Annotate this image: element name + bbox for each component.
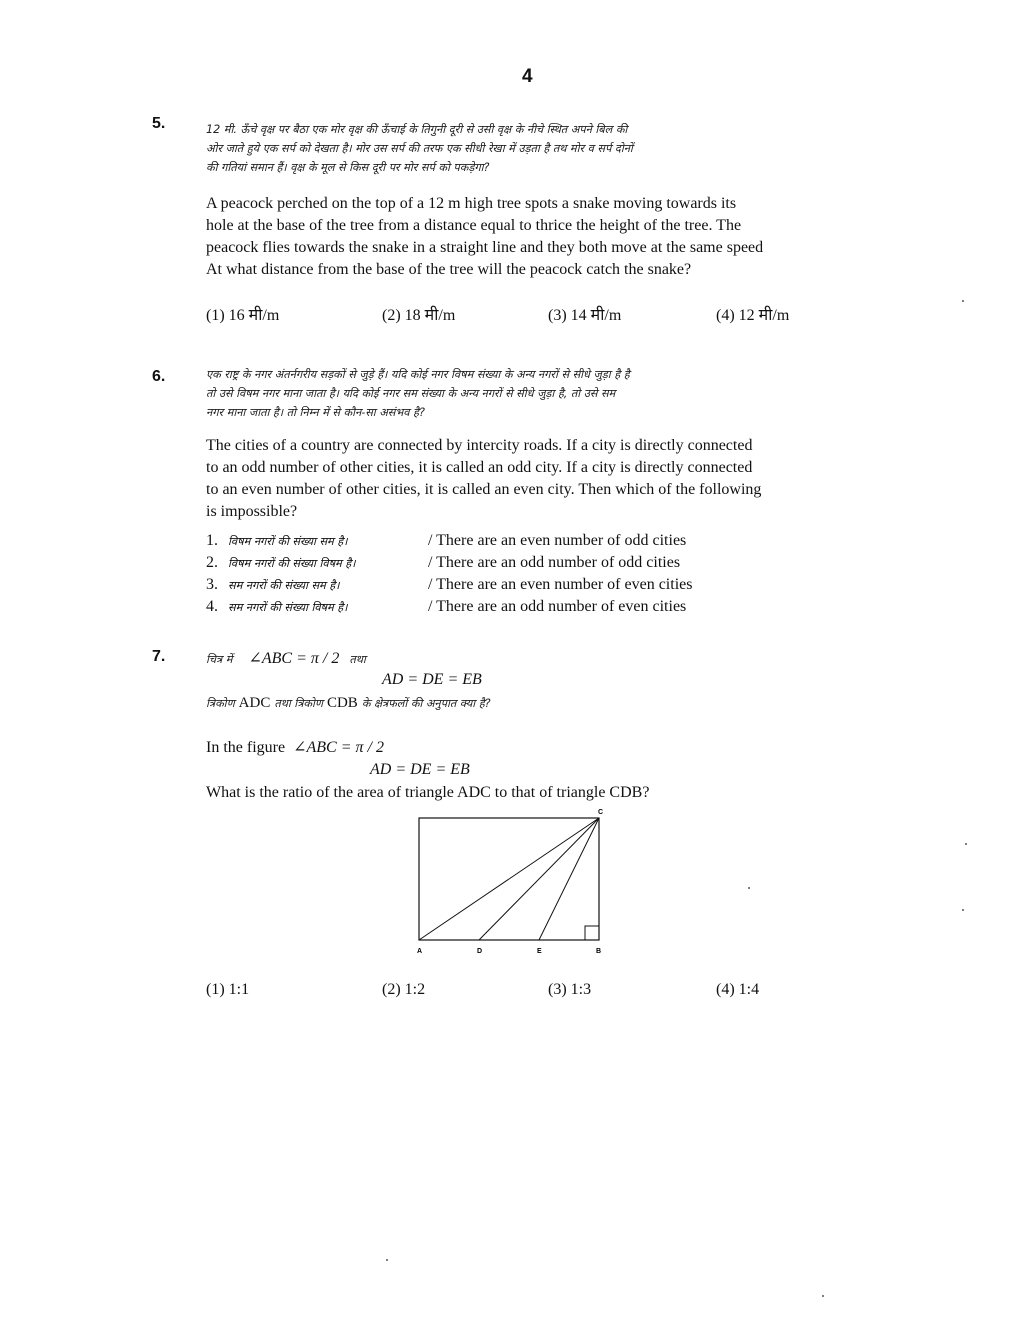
label-e: E: [537, 948, 542, 955]
q7-equation-english: AD = DE = EB: [370, 761, 470, 778]
scan-speck: [962, 300, 964, 302]
q6-option-english: / There are an odd number of odd cities: [428, 554, 681, 571]
q7-option-3[interactable]: (3) 1:3: [548, 981, 592, 998]
question-5-hindi: [206, 120, 870, 177]
scan-speck: [386, 1259, 388, 1261]
q5-english-line: hole at the base of the tree from a distance equal to thrice the height of the tree. The: [206, 217, 742, 234]
q6-english-line: The cities of a country are connected by intercity roads. If a city is directly connected: [206, 437, 753, 454]
q6-english-line: to an even number of other cities, it is called an even city. Then which of the following: [206, 481, 762, 498]
question-6-number: 6.: [152, 368, 166, 385]
label-b: B: [596, 948, 602, 955]
page-number: 4: [522, 66, 533, 87]
q6-hindi-line: एक राष्ट्र के नगर अंतर्नगरीय सड़कों से जुड़े हैं। यदि कोई नगर विषम संख्या के अन्य नगरों से सीधे जुड़ा है है: [206, 368, 630, 381]
q5-english-line: A peacock perched on the top of a 12 m high tree spots a snake moving towards its: [206, 195, 737, 212]
q6-option-english: / There are an odd number of even cities: [428, 598, 687, 615]
scan-speck: [748, 887, 750, 889]
line-dc: [479, 818, 599, 940]
q6-option-hindi: सम नगरों की संख्या विषम है।: [228, 601, 348, 614]
q6-english-line: is impossible?: [206, 503, 298, 520]
q5-hindi-line: ओर जाते हुये एक सर्प को देखता है। मोर उस सर्प की तरफ एक सीधी रेखा में उड़ता है तथ मोर व सर्प दोनों: [206, 142, 633, 155]
q6-option-hindi: विषम नगरों की संख्या सम है।: [228, 535, 348, 548]
q7-english-question: What is the ratio of the area of triangle ADC to that of triangle CDB?: [206, 784, 650, 801]
line-ec: [539, 818, 599, 940]
line-ac: [419, 818, 599, 940]
q6-option-4[interactable]: [206, 598, 686, 616]
q7-angle-hindi: ∠ABC = π / 2: [248, 650, 340, 667]
q7-option-1[interactable]: (1) 1:1: [206, 981, 250, 998]
question-5-number: 5.: [152, 115, 166, 132]
q7-hindi-prefix: चित्र में: [206, 653, 233, 666]
q7-angle-english: ∠ABC = π / 2: [293, 739, 384, 756]
q7-hindi-q-suffix: के क्षेत्रफलों की अनुपात क्या है?: [361, 697, 491, 710]
q7-hindi-q-prefix: त्रिकोण: [206, 697, 235, 710]
triangle-figure: [405, 806, 615, 956]
question-5-english: [206, 193, 872, 281]
q5-english-line: peacock flies towards the snake in a straight line and they both move at the same speed: [206, 239, 764, 256]
q6-english-line: to an odd number of other cities, it is called an odd city. If a city is directly connected: [206, 459, 753, 476]
q6-option-3[interactable]: [206, 576, 692, 594]
q6-option-1[interactable]: [206, 532, 686, 550]
question-6-hindi: [206, 365, 870, 422]
scan-speck: [962, 909, 964, 911]
scan-speck: [822, 1295, 824, 1297]
label-c: C: [598, 809, 604, 816]
q7-hindi-q-mid: तथा त्रिकोण: [274, 697, 323, 710]
q7-english-intro: In the figure: [206, 739, 286, 756]
q7-option-2[interactable]: (2) 1:2: [382, 981, 426, 998]
q5-option-4[interactable]: (4) 12 मी/m: [716, 307, 790, 324]
q6-hindi-line: तो उसे विषम नगर माना जाता है। यदि कोई नगर सम संख्या के अन्य नगरों से सीधे जुड़ा है, तो उसे सम: [206, 387, 616, 400]
q7-cdb: CDB: [326, 695, 358, 711]
q5-option-1[interactable]: (1) 16 मी/m: [206, 307, 280, 324]
q6-option-english: / There are an even number of even cities: [428, 576, 693, 593]
q6-option-number: 2.: [206, 554, 218, 571]
question-7-number: 7.: [152, 648, 166, 665]
q6-option-number: 1.: [206, 532, 218, 549]
q7-hindi-and: तथा: [349, 653, 366, 666]
q7-adc: ADC: [238, 695, 271, 711]
q6-option-2[interactable]: [206, 554, 680, 572]
q6-option-hindi: विषम नगरों की संख्या विषम है।: [228, 557, 356, 570]
q5-hindi-line: 12 मी. ऊँचे वृक्ष पर बैठा एक मोर वृक्ष की ऊँचाई के तिगुनी दूरी से उसी वृक्ष के नीचे स्थित अपने बिल की: [206, 123, 628, 136]
q6-option-number: 4.: [206, 598, 218, 615]
q6-option-number: 3.: [206, 576, 218, 593]
q6-option-hindi: सम नगरों की संख्या सम है।: [228, 579, 340, 592]
q5-option-2[interactable]: (2) 18 मी/m: [382, 307, 456, 324]
label-d: D: [477, 948, 483, 955]
q5-option-3[interactable]: (3) 14 मी/m: [548, 307, 622, 324]
label-a: A: [417, 948, 423, 955]
q7-equation-hindi: AD = DE = EB: [382, 671, 482, 688]
scan-speck: [965, 843, 967, 845]
q5-hindi-line: की गतियां समान हैं। वृक्ष के मूल से किस दूरी पर मोर सर्प को पकड़ेगा?: [206, 161, 490, 174]
q5-english-line: At what distance from the base of the tree will the peacock catch the snake?: [206, 261, 692, 278]
right-angle-marker: [585, 926, 599, 940]
q7-hindi-question: [206, 694, 491, 713]
q7-option-4[interactable]: (4) 1:4: [716, 981, 760, 998]
question-6-english: [206, 435, 872, 523]
q7-english-intro-line: [206, 737, 384, 757]
q6-option-english: / There are an even number of odd cities: [428, 532, 687, 549]
q7-hindi-line-1: [206, 648, 366, 669]
q6-hindi-line: नगर माना जाता है। तो निम्न में से कौन-सा असंभव है?: [206, 406, 425, 419]
